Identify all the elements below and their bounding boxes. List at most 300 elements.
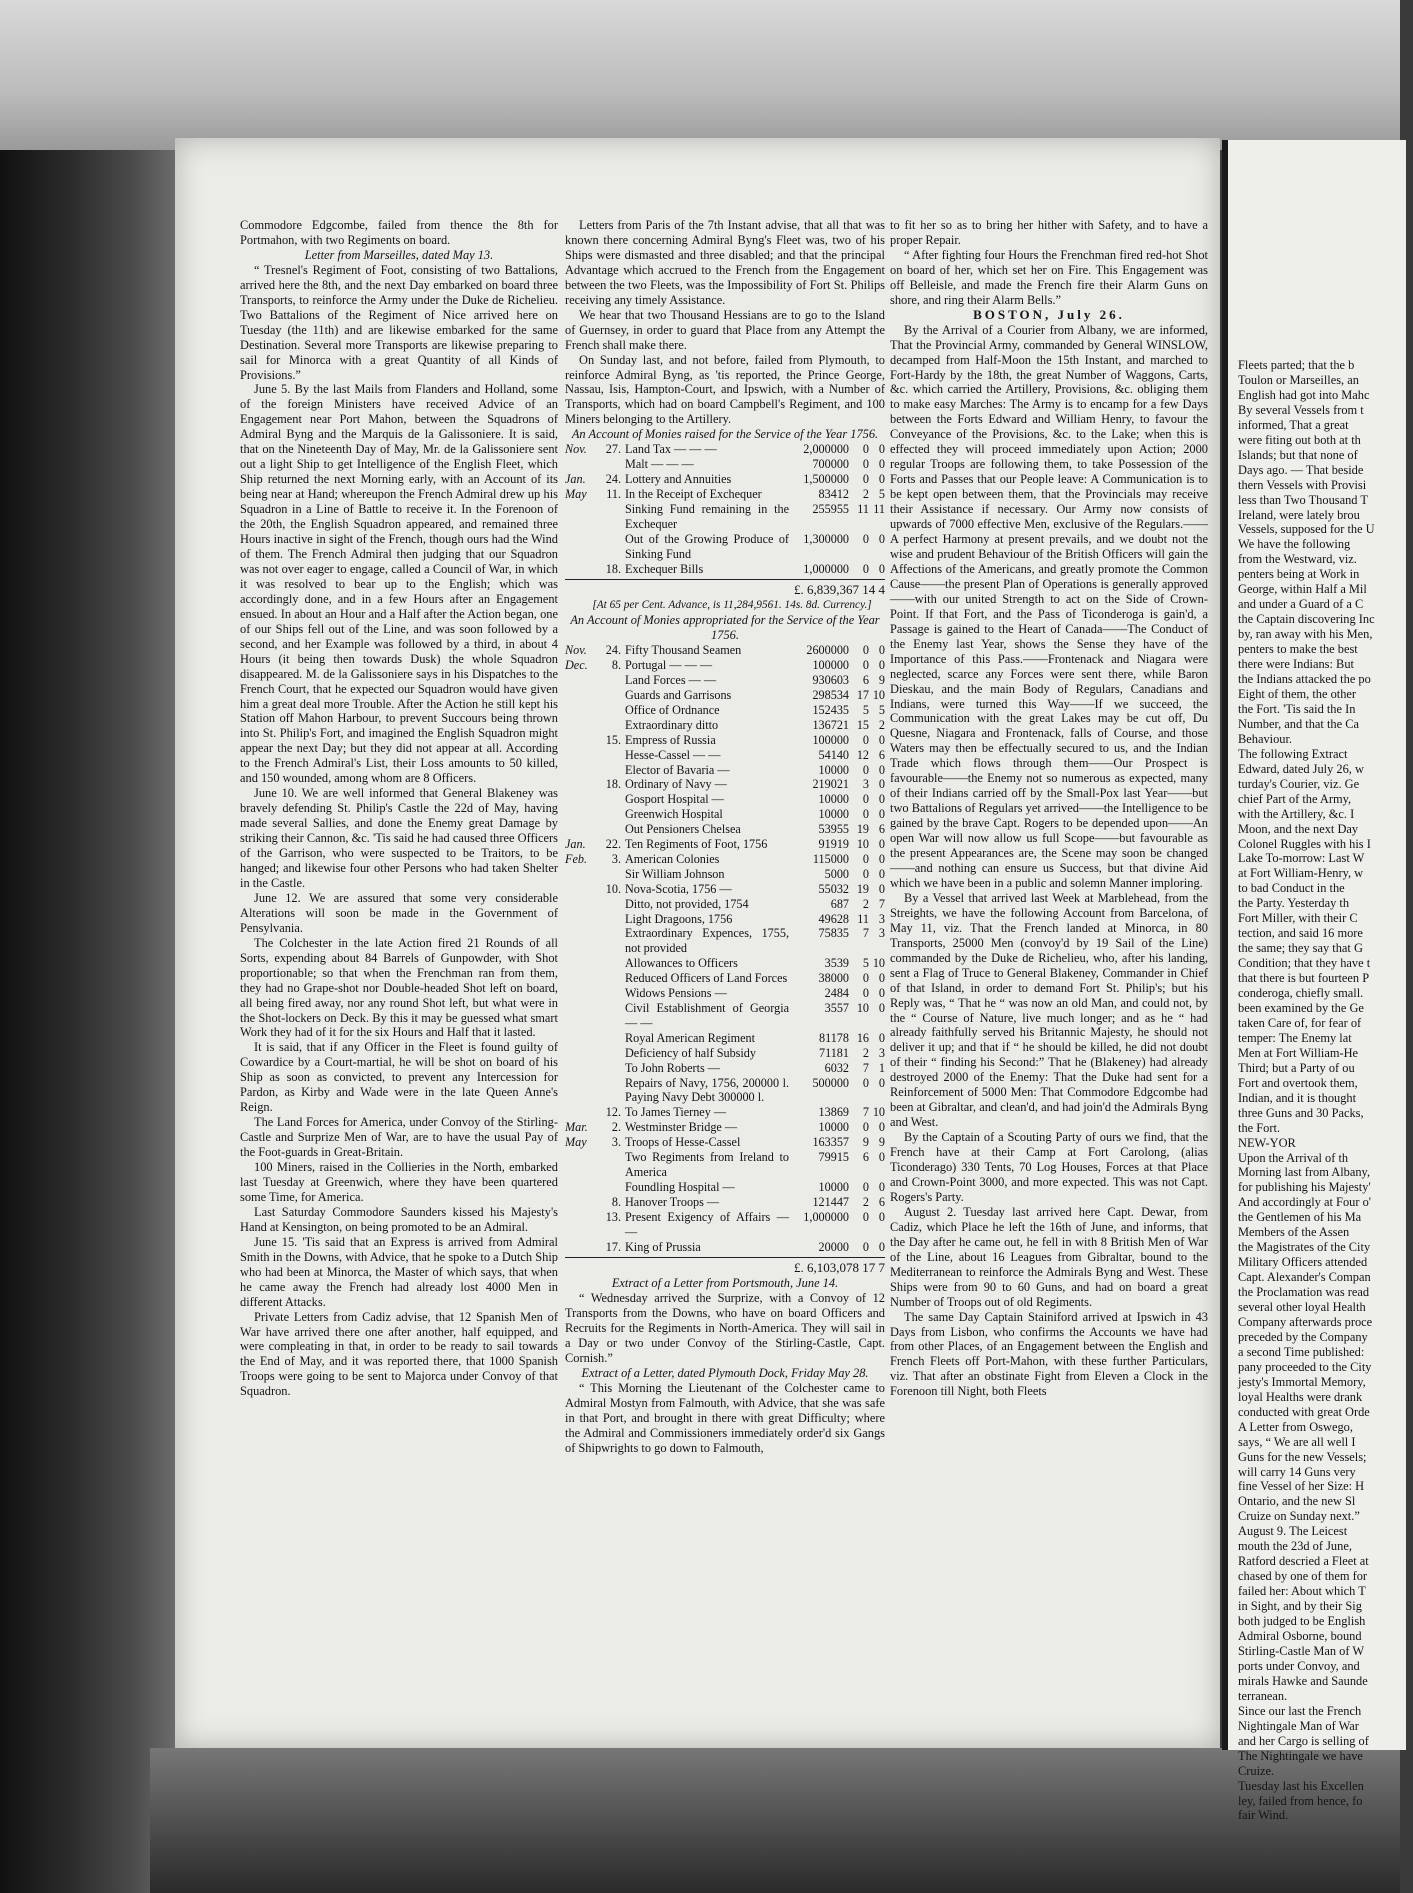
facing-page-line: the Gentlemen of his Ma: [1238, 1210, 1362, 1225]
facing-page-line: Vessels, supposed for the U: [1238, 522, 1375, 537]
account-shillings: 11: [857, 911, 869, 926]
account-day: [603, 703, 625, 718]
account-date: [565, 1061, 603, 1076]
account-pounds: 219021: [812, 777, 849, 792]
account-row: [565, 472, 885, 487]
account-shillings: 0: [862, 1075, 869, 1090]
facing-page-line: chased by one of them for: [1238, 1569, 1368, 1584]
facing-page-line: Company afterwards proce: [1238, 1315, 1373, 1329]
account-date: [565, 1180, 603, 1195]
account-item: Empress of Russia: [625, 732, 716, 747]
account-day: 18.: [605, 777, 621, 792]
account-day: 3.: [611, 1135, 621, 1150]
account-day: 24.: [605, 643, 621, 658]
account-day: 27.: [605, 442, 621, 457]
col3-paragraph: By the Arrival of a Courier from Albany, we are informed, That the Provincial Army, commanded by General WINSLOW, decamped from Half-Moon the 15th Instant, and marched to Fort-Hardy by the 18th, the great Number of Waggons, Carts, &c. which carried the Artillery, Provisions, &c. obliging them to make easy Marches: The Army is to encamp for a few Days between the Forts Edward and William Henry, to favour the Conveyance of the Provisions, &c. to the Lake; when this is effected they will proceed immediately upon Action; 2000 regular Troops are following them, to take Possession of the Forts and Passes that our People leave: A Communication is to be kept open between them, that the Provincials may receive their Assistance if necessary. Our Army now consists of upwards of 7000 effective Men, exclusive of the Regulars.——A perfect Harmony at present prevails, and we doubt not the wise and prudent Behaviour of the British Officers will gain the Affections of the Americans, and greatly promote the Common Cause——the present Plan of Operations is generally approved——with our united Strength to act on the Side of Crown-Point. If that Fort, and the Pass of Ticonderoga is gain'd, a Passage is gained to the Heart of Canada——The Conduct of the Enemy last Year, shows the Sense they have of the Importance of this Pass.——Frontenack and Niagara were neglected, scarce any Forces were sent there, while Baron Dieskau, and the main Body of Regulars, Canadians and Indians, were turned this Way——If we succeed, the Communication with the great Lakes may be cut off, Du Quesne, Niagara and Frontenack, falls of Course, and those Waters may then be effectually secured to us, and the Indian Trade which flows through them——Our Prospect is favourable——the Enemy not so numerous as expected, many of their Indians carried off by the Small-Pox last Year——but two Battalions of Regulars yet arrived——the Intelligence to be gained by the brave Capt. Rogers to be depended upon——An open War will now allow us full Scope——but favourable as the present Appearances are, the Scene may soon be changed——and nothing can ensure us Success, but that divine Aid which we have been in a public and solemn Manner imploring.: [890, 322, 1208, 890]
account-shillings: 5: [862, 702, 869, 717]
col1-paragraph: It is said, that if any Officer in the Fleet is found guilty of Cowardice by a Court-martial, he will be shot on board of his Ship as soon as convicted, to prevent any Intercession for Pardon, as Kirby and Wade were in the late Queen Anne's Reign.: [240, 1040, 558, 1115]
account-item: Troops of Hesse-Cassel: [625, 1135, 741, 1150]
col1-paragraph: Last Saturday Commodore Saunders kissed his Majesty's Hand at Kensington, on being promoted to be an Admiral.: [240, 1204, 558, 1234]
col2-paragraph: Letters from Paris of the 7th Instant advise, that all that was known there concerning Admiral Byng's Fleet was, two of his Ships were dismasted and three disabled; and that the principal Advantage which accrued to the French from the Engagement between the two Fleets, was the Impossibility of Fort St. Philips receiving any timely Assistance.: [565, 218, 885, 307]
raised-title: An Account of Monies raised for the Service of the Year 1756.: [571, 427, 879, 442]
col2-paragraph: We hear that two Thousand Hessians are to go to the Island of Guernsey, in order to guard that Place from any Attempt the French shall make there.: [565, 307, 885, 352]
account-date: [565, 956, 603, 971]
account-pence: 5: [878, 487, 885, 502]
account-pounds: 298534: [812, 687, 849, 702]
account-pence: 0: [878, 762, 885, 777]
account-item: Exchequer Bills: [625, 561, 704, 576]
account-day: [603, 502, 625, 532]
facing-page-line: Stirling-Castle Man of W: [1238, 1643, 1365, 1658]
account-item: Greenwich Hospital: [625, 807, 723, 822]
applied-title: An Account of Monies appropriated for the Service of the Year 1756.: [570, 613, 880, 643]
facing-page-line: August 9. The Leicest: [1238, 1524, 1348, 1539]
account-date: Dec.: [565, 658, 588, 673]
col1-paragraph: The Colchester in the late Action fired 21 Rounds of all Sorts, expending about 84 Barrels of Gunpowder, with Shot proportionable; so that when the Frenchman ran from them, they had no Grape-shot nor Double-headed Shot left on board, all being fired away, nor any round Shot left, but what were in the Shot-lockers on Deck. By this it may be guessed what smart Work they had of it for the six Hours and Half that it lasted.: [240, 935, 558, 1040]
account-day: 2.: [611, 1120, 621, 1135]
account-pence: 5: [878, 702, 885, 717]
facing-page-line: Fort and overtook them,: [1238, 1075, 1358, 1090]
book-spine: [0, 150, 175, 1893]
account-shillings: 17: [856, 687, 869, 702]
account-row: [565, 1180, 885, 1195]
account-item: Hanover Troops —: [625, 1194, 720, 1209]
plymouth-letter: “ This Morning the Lieutenant of the Colchester came to Admiral Mostyn from Falmouth, with Advice, that she was safe in that Port, and brought in there with great Difficulty; where the Admiral and Commissioners immediately order'd six Gangs of Shipwrights to go down to Falmouth,: [565, 1381, 885, 1455]
account-item: Malt — — —: [625, 457, 694, 472]
account-day: [603, 718, 625, 733]
account-item: Westminster Bridge —: [625, 1120, 738, 1135]
account-pounds: 53955: [818, 822, 849, 837]
facing-page-line: failed her: About which T: [1238, 1584, 1366, 1599]
account-pence: 9: [878, 1135, 885, 1150]
account-row: [565, 971, 885, 986]
account-row: [565, 867, 885, 882]
facing-page-line: Behaviour.: [1238, 731, 1293, 746]
account-row: [565, 643, 885, 658]
account-pence: 0: [878, 881, 885, 896]
account-pence: 0: [878, 986, 885, 1001]
account-day: [603, 807, 625, 822]
account-date: Jan.: [565, 837, 586, 852]
account-day: [603, 1001, 625, 1031]
account-day: 8.: [611, 658, 621, 673]
facing-page-line: conderoga, chiefly small.: [1238, 986, 1364, 1001]
account-shillings: 15: [856, 717, 869, 732]
account-date: [565, 986, 603, 1001]
account-pence: 3: [878, 911, 885, 926]
facing-page-line: in Sight, and by their Sig: [1238, 1599, 1362, 1614]
account-pence: 0: [878, 807, 885, 822]
col1-paragraph: June 5. By the last Mails from Flanders and Holland, some of the foreign Ministers have received Advice of an Engagement near Port Mahon, between the Squadrons of Admiral Byng and the Marquis de la Galissoniere. It is said, that on the Nineteenth Day of May, Mr. de la Galissoniere sent out a light Ship to get Intelligence of the English Fleet, which Ship returned the next Morning early, with an Account of its being near at Hand; whereupon the French Admiral drew up his Squadron in a Line of Battle to receive it. In the Forenoon of the 20th, the English Squadron appeared, and remained three Hours inactive in sight of the French, though ours had the Wind of them. The French Admiral then judging that our Squadron was not over eager to engage, called a Council of War, in which it was resolved to bear up to the English; which was accordingly done, and in a few Hours after an Engagement ensued. In about an Hour and a Half after the Action began, one of our Ships fell out of the Line, and was soon followed by a second, and her Example was followed by a third, in about 4 Hours (it being then towards Dusk) the whole Squadron disappeared. M. de la Galissoniere says in his Dispatches to the French Court, that he expected our Squadron would have given him a great deal more Trouble. After the Action he still kept his Station off Mahon Harbour, to prevent Succours being thrown into St. Philip's Fort, and imagined the English Squadron might appear the next Day; but they did not appear at all. According to the French Admiral's List, their Loss amounts to 50 killed, and 150 wounded, among whom are 8 Officers.: [240, 382, 558, 786]
col3-paragraph: By a Vessel that arrived last Week at Marblehead, from the Streights, we have the following Account from Barcelona, of May 11, viz. That the French landed at Minorca, in 80 Transports, 25000 Men (convoy'd by 19 Sail of the Line) commanded by the Duke de Richelieu, who, after his landing, sent a Flag of Truce to General Blakeney, Commander in Chief of that Island, in order to demand Fort St. Philip's; but his Reply was, “ That he “ was now an old Man, and could not, by the “ Course of Nature, live much longer; and as he “ had already faithfully served his Britannic Majesty, he should not deliver it up; and that if “ he should be killed, he did not doubt of their “ finding his Second:” That he (Blakeney) had already destroyed 2000 of the Enemy: That the Duke had sent for a Reinforcement of 5000 Men: That Commodore Edgcombe had been at Gibraltar, and clean'd, and had join'd the Admirals Byng and West.: [890, 890, 1208, 1130]
account-date: [565, 502, 603, 532]
monies-applied-table: [565, 643, 885, 1254]
account-pounds: 71181: [818, 1045, 849, 1060]
account-day: 12.: [605, 1105, 621, 1120]
facing-page-line: Number, and that the Ca: [1238, 716, 1359, 731]
account-item: Portugal — — —: [625, 658, 713, 673]
account-pence: 3: [878, 1045, 885, 1060]
col1-paragraph: 100 Miners, raised in the Collieries in the North, embarked last Tuesday at Greenwich, where they have been quartered some Time, for America.: [240, 1160, 558, 1204]
account-row: [565, 956, 885, 971]
account-pence: 0: [878, 643, 885, 658]
column-2: [565, 218, 885, 1718]
account-day: [603, 1046, 625, 1061]
account-day: 10.: [605, 881, 621, 896]
account-shillings: 0: [862, 851, 869, 866]
col3-paragraph: to fit her so as to bring her hither with Safety, and to have a proper Repair.: [890, 218, 1208, 247]
account-row: [565, 748, 885, 763]
account-date: Nov.: [565, 442, 587, 457]
facing-page-line: Edward, dated July 26, w: [1238, 761, 1364, 776]
col3-intro: [890, 218, 1208, 308]
account-day: [603, 986, 625, 1001]
account-row: [565, 658, 885, 673]
account-date: May: [565, 1135, 587, 1150]
account-shillings: 0: [862, 457, 869, 472]
facing-page-line: from the Westward, viz.: [1238, 552, 1357, 567]
facing-page-line: jesty's Immortal Memory,: [1238, 1374, 1366, 1389]
account-day: [603, 1180, 625, 1195]
account-day: [603, 792, 625, 807]
account-item: Light Dragoons, 1756: [625, 911, 733, 926]
facing-page-line: NEW-YOR: [1238, 1135, 1296, 1150]
account-row: [565, 822, 885, 837]
account-shillings: 0: [862, 1179, 869, 1194]
account-pounds: 38000: [818, 971, 849, 986]
facing-page-line: Tuesday last his Excellen: [1238, 1778, 1364, 1793]
account-shillings: 0: [862, 971, 869, 986]
account-date: [565, 912, 603, 927]
account-pounds: 121447: [812, 1194, 849, 1209]
account-pounds: 687: [830, 896, 849, 911]
raised-note: [At 65 per Cent. Advance, is 11,284,9561. 14s. 8d. Currency.]: [592, 599, 872, 612]
account-shillings: 19: [856, 822, 869, 837]
account-shillings: 3: [862, 777, 869, 792]
account-date: [565, 1001, 603, 1031]
account-date: Nov.: [565, 643, 587, 658]
divider: [565, 1257, 885, 1258]
account-pounds: 54140: [818, 747, 849, 762]
account-pounds: 1,000000: [803, 561, 849, 576]
account-pounds: 500000: [812, 1075, 849, 1090]
account-pounds: 13869: [818, 1105, 849, 1120]
account-shillings: 6: [862, 673, 869, 688]
account-item: Land Forces — —: [625, 673, 717, 688]
account-pounds: 81178: [818, 1030, 849, 1045]
facing-page-line: and under a Guard of a C: [1238, 597, 1364, 612]
account-row: [565, 562, 885, 577]
account-pounds: 10000: [818, 792, 849, 807]
account-date: [565, 971, 603, 986]
facing-page-line: ley, failed from hence, fo: [1238, 1793, 1363, 1808]
account-date: [565, 926, 603, 956]
account-date: [565, 867, 603, 882]
account-day: 18.: [605, 561, 621, 576]
account-pence: 0: [878, 1239, 885, 1254]
account-shillings: 0: [862, 986, 869, 1001]
account-date: [565, 807, 603, 822]
account-day: [603, 956, 625, 971]
account-row: [565, 502, 885, 532]
account-date: [565, 457, 603, 472]
account-item: Guards and Garrisons: [625, 687, 732, 702]
account-shillings: 9: [862, 1135, 869, 1150]
account-date: [565, 688, 603, 703]
account-day: [603, 867, 625, 882]
col1-paragraph: Commodore Edgcombe, failed from thence the 8th for Portmahon, with two Regiments on board.: [240, 218, 558, 247]
account-day: [603, 763, 625, 778]
facing-page-line: Cruize.: [1238, 1763, 1275, 1778]
account-date: [565, 748, 603, 763]
account-pounds: 6032: [824, 1060, 849, 1075]
monies-raised-table: [565, 442, 885, 576]
account-pence: 11: [873, 501, 885, 516]
facing-page-line: Cruize on Sunday next.”: [1238, 1509, 1360, 1524]
account-shillings: 6: [862, 1150, 869, 1165]
account-day: [603, 673, 625, 688]
account-date: [565, 1046, 603, 1061]
account-date: [565, 1240, 603, 1255]
account-item: Ditto, not provided, 1754: [625, 896, 749, 911]
account-row: [565, 1150, 885, 1180]
account-item: Hesse-Cassel — —: [625, 747, 721, 762]
facing-page-text: [1238, 358, 1413, 1823]
col1-paragraph: “ Tresnel's Regiment of Foot, consisting of two Battalions, arrived here the 8th, and the next Day embarked on board three Transports, to reinforce the Army under the Duke de Richelieu. Two Battalions of the Regiment of Nice arrived here on Tuesday (the 11th) and are likewise embarked for the same Destination. Several more Transports are likewise preparing to sail for Minorca with a great Quantity of all Kinds of Provisions.”: [240, 262, 558, 382]
account-day: 11.: [606, 487, 621, 502]
facing-page-line: Upon the Arrival of th: [1238, 1150, 1349, 1165]
facing-page-line: been examined by the Ge: [1238, 1000, 1364, 1015]
facing-page-line: mouth the 23d of June,: [1238, 1539, 1352, 1554]
facing-page-line: Moon, and the next Day: [1238, 821, 1359, 836]
account-pence: 6: [878, 1194, 885, 1209]
account-item: King of Prussia: [625, 1239, 701, 1254]
account-row: [565, 986, 885, 1001]
facing-page-line: thern Vessels with Provisi: [1238, 477, 1367, 492]
facing-page-line: Guns for the new Vessels;: [1238, 1449, 1367, 1464]
facing-page-line: the Indians attacked the po: [1238, 672, 1371, 687]
scan-top-shadow: [0, 0, 1400, 150]
facing-page-line: Islands; but that none of: [1238, 447, 1358, 462]
account-pence: 0: [878, 561, 885, 576]
account-pounds: 136721: [812, 717, 849, 732]
account-day: [603, 1150, 625, 1180]
account-pence: 0: [878, 531, 885, 546]
facing-page-line: both judged to be English: [1238, 1614, 1366, 1629]
account-pounds: 1,000000: [803, 1209, 849, 1224]
account-day: 15.: [605, 732, 621, 747]
account-pence: 0: [878, 1150, 885, 1165]
account-row: [565, 1240, 885, 1255]
account-pounds: 100000: [812, 658, 849, 673]
facing-page-line: Indian, and it is thought: [1238, 1090, 1357, 1105]
account-pounds: 163357: [812, 1135, 849, 1150]
account-shillings: 0: [862, 561, 869, 576]
account-item: To James Tierney —: [625, 1105, 727, 1120]
account-pounds: 91919: [818, 837, 849, 852]
account-pence: 0: [878, 1120, 885, 1135]
account-day: [603, 971, 625, 986]
account-day: [603, 912, 625, 927]
portsmouth-title: Extract of a Letter from Portsmouth, June 14.: [611, 1276, 839, 1291]
account-pounds: 10000: [818, 1179, 849, 1194]
account-item: Reduced Officers of Land Forces: [625, 971, 788, 986]
account-row: [565, 777, 885, 792]
scan-bottom-shadow: [150, 1748, 1400, 1893]
facing-page-line: says, “ We are all well I: [1238, 1434, 1356, 1449]
account-row: [565, 897, 885, 912]
account-item: Extraordinary Expences, 1755, not provided: [625, 926, 789, 956]
account-pounds: 100000: [812, 732, 849, 747]
facing-page-line: preceded by the Company: [1238, 1329, 1368, 1344]
facing-page-line: fair Wind.: [1238, 1808, 1289, 1823]
account-pence: 0: [878, 851, 885, 866]
facing-page-line: the Party. Yesterday th: [1238, 896, 1350, 911]
account-row: [565, 1120, 885, 1135]
account-day: [603, 897, 625, 912]
facing-page-line: penters being at Work in: [1238, 567, 1360, 582]
account-pence: 0: [878, 658, 885, 673]
account-row: [565, 532, 885, 562]
account-item: Present Exigency of Affairs — —: [625, 1209, 789, 1239]
col1-paragraph: The Land Forces for America, under Convoy of the Stirling-Castle and Surprize Men of War, are to have the usual Pay of the Foot-guards in Great-Britain.: [240, 1115, 558, 1160]
account-item: Lottery and Annuities: [625, 472, 732, 487]
account-shillings: 0: [862, 643, 869, 658]
facing-page-line: the Fort. 'Tis said the In: [1238, 701, 1356, 716]
account-pence: 0: [878, 866, 885, 881]
facing-page-line: penters to make the best: [1238, 642, 1358, 657]
facing-page-line: The Nightingale we have: [1238, 1748, 1363, 1763]
account-date: [565, 882, 603, 897]
account-date: [565, 1195, 603, 1210]
facing-page-line: several other loyal Health: [1238, 1300, 1366, 1315]
facing-page-line: loyal Healths were drank: [1238, 1389, 1363, 1404]
account-pounds: 2484: [824, 986, 849, 1001]
facing-page-line: less than Two Thousand T: [1238, 492, 1368, 507]
facing-page-line: mirals Hawke and Saunde: [1238, 1673, 1368, 1688]
account-item: Civil Establishment of Georgia — —: [625, 1001, 789, 1030]
account-day: [603, 688, 625, 703]
facing-page-line: Ireland, were lately brou: [1238, 507, 1360, 522]
account-date: [565, 532, 603, 562]
account-date: [565, 792, 603, 807]
account-day: [603, 926, 625, 956]
facing-page-line: The following Extract: [1238, 746, 1348, 761]
account-item: Repairs of Navy, 1756, 200000 l. Paying Navy Debt 300000 l.: [625, 1075, 789, 1105]
account-pounds: 10000: [818, 1120, 849, 1135]
account-date: [565, 562, 603, 577]
facing-page-line: Fort Miller, with their C: [1238, 911, 1358, 926]
account-shillings: 2: [862, 487, 869, 502]
account-row: [565, 718, 885, 733]
account-pence: 0: [878, 837, 885, 852]
account-pence: 0: [878, 472, 885, 487]
account-day: 22.: [605, 837, 621, 852]
account-row: [565, 1076, 885, 1106]
account-pence: 0: [878, 442, 885, 457]
account-row: [565, 852, 885, 867]
facing-page-line: with the Artillery, &c. I: [1238, 806, 1355, 821]
account-shillings: 0: [862, 1239, 869, 1254]
account-row: [565, 1046, 885, 1061]
account-date: Mar.: [565, 1120, 588, 1135]
account-item: Two Regiments from Ireland to America: [625, 1150, 789, 1179]
account-item: Extraordinary ditto: [625, 717, 719, 732]
account-day: [603, 1061, 625, 1076]
facing-page-line: Eight of them, the other: [1238, 686, 1357, 701]
facing-page-line: for publishing his Majesty': [1238, 1180, 1371, 1195]
account-pounds: 5000: [824, 866, 849, 881]
facing-page-line: Members of the Assen: [1238, 1225, 1350, 1240]
account-shillings: 0: [862, 792, 869, 807]
account-day: 17.: [605, 1239, 621, 1254]
facing-page-line: a second Time published:: [1238, 1344, 1365, 1359]
account-shillings: 7: [862, 1060, 869, 1075]
account-pounds: 10000: [818, 807, 849, 822]
account-pounds: 75835: [818, 926, 849, 941]
facing-page-line: Morning last from Albany,: [1238, 1165, 1371, 1180]
account-date: [565, 822, 603, 837]
account-date: [565, 673, 603, 688]
account-shillings: 0: [862, 531, 869, 546]
account-pounds: 152435: [812, 702, 849, 717]
facing-page-line: English had got into Mahc: [1238, 387, 1370, 402]
account-row: [565, 688, 885, 703]
facing-page-line: fine Vessel of her Size: H: [1238, 1479, 1365, 1494]
account-pence: 0: [878, 1209, 885, 1224]
facing-page-line: and her Cargo is selling of: [1238, 1733, 1369, 1748]
account-date: May: [565, 487, 587, 502]
facing-page-line: Capt. Alexander's Compan: [1238, 1270, 1371, 1285]
facing-page-line: Ontario, and the new Sl: [1238, 1494, 1356, 1509]
account-pence: 1: [878, 1060, 885, 1075]
account-pence: 10: [872, 687, 885, 702]
col3-paragraph: By the Captain of a Scouting Party of ours we find, that the French have at their Camp at Fort Carolong, (alias Ticonderago) 330 Tents, 70 Log Houses, Forces at that Place and Crown-Point 3000, and more expected. This was not Capt. Rogers's Party.: [890, 1130, 1208, 1204]
account-pounds: 10000: [818, 762, 849, 777]
facing-page-line: tection, and said 16 more: [1238, 926, 1363, 941]
account-date: [565, 1031, 603, 1046]
account-pounds: 49628: [818, 911, 849, 926]
account-row: [565, 442, 885, 457]
account-item: American Colonies: [625, 851, 720, 866]
account-item: Widows Pensions —: [625, 986, 727, 1001]
divider: [565, 579, 885, 580]
facing-page-line: Fleets parted; that the b: [1238, 358, 1355, 372]
account-row: [565, 1061, 885, 1076]
account-shillings: 11: [857, 501, 869, 516]
account-row: [565, 763, 885, 778]
column-1: [240, 218, 558, 1698]
account-item: Out of the Growing Produce of Sinking Fund: [625, 531, 789, 561]
facing-page-line: Admiral Osborne, bound: [1238, 1629, 1362, 1644]
account-item: Foundling Hospital —: [625, 1179, 735, 1194]
account-pence: 0: [878, 1030, 885, 1045]
account-day: 24.: [605, 472, 621, 487]
account-shillings: 19: [856, 881, 869, 896]
account-shillings: 10: [856, 837, 869, 852]
account-item: Royal American Regiment: [625, 1030, 755, 1045]
account-pounds: 2600000: [806, 643, 849, 658]
facing-page-fragment: [1222, 140, 1406, 1823]
account-pounds: 255955: [812, 501, 849, 516]
col3-paragraphs: [890, 323, 1208, 1400]
account-shillings: 5: [862, 956, 869, 971]
facing-page-line: Since our last the French: [1238, 1703, 1362, 1718]
facing-page-line: conducted with great Orde: [1238, 1404, 1370, 1419]
facing-page-line: By several Vessels from t: [1238, 402, 1364, 417]
account-day: 13.: [605, 1209, 621, 1224]
account-date: Feb.: [565, 851, 587, 866]
